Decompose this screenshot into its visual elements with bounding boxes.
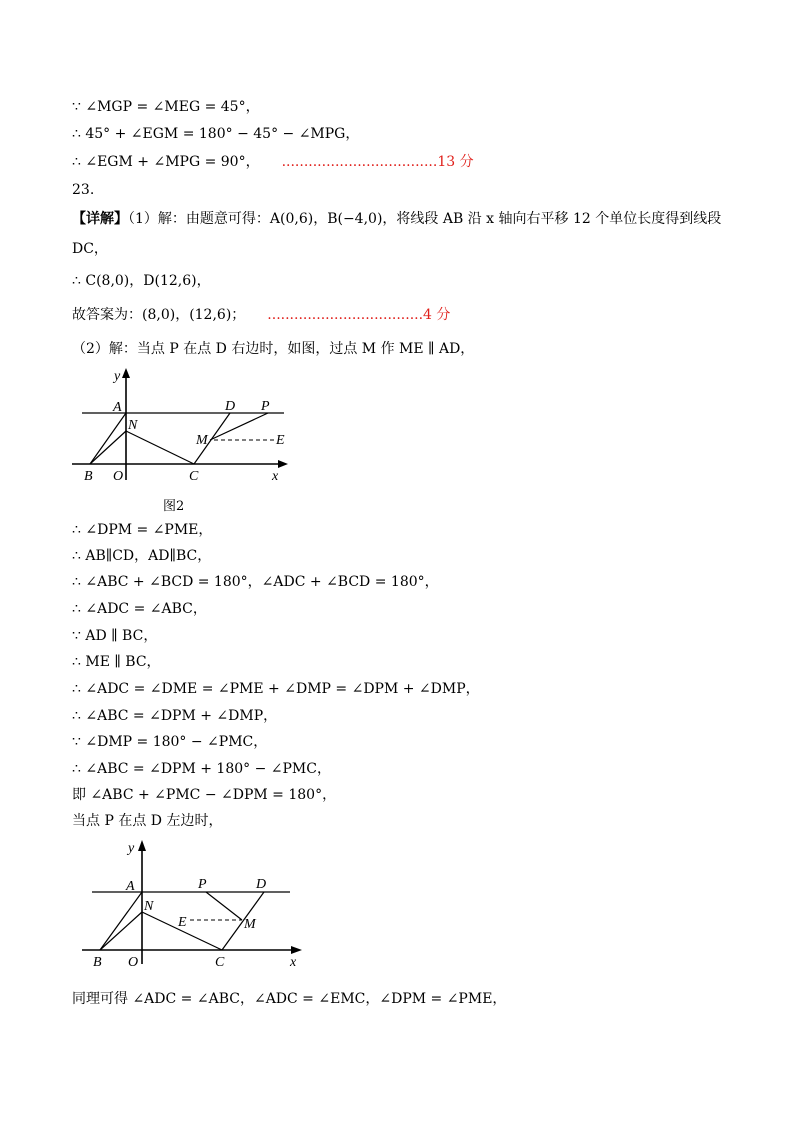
line-text: ∵ ∠DMP = 180° − ∠PMC， (72, 734, 268, 750)
solution-line (72, 547, 211, 565)
fig2-label-E: E (178, 915, 187, 930)
solution-line (72, 521, 212, 539)
fig2-label-x: x (290, 955, 297, 970)
solution-line (72, 990, 506, 1008)
line-text: ∴ 45° + ∠EGM = 180° − 45° − ∠MPG， (72, 126, 360, 142)
fig2-label-N: N (144, 899, 154, 914)
line-text: （2）解：当点 P 在点 D 右边时，如图，过点 M 作 ME ∥ AD， (72, 341, 475, 357)
fig1-label-P: P (261, 399, 270, 414)
fig1-label-N: N (128, 418, 138, 433)
fig2-label-P: P (198, 877, 207, 892)
solution-line (72, 340, 474, 358)
fig2-label-B: B (93, 955, 102, 970)
line-text: ∴ ∠ADC = ∠DME = ∠PME + ∠DMP = ∠DPM + ∠DMP， (72, 681, 480, 697)
line-text: ∴ ∠DPM = ∠PME， (72, 522, 213, 538)
line-text: 故答案为：(8,0)，(12,6)； (72, 307, 246, 323)
line-text: （1）解：由题意可得：A(0,6)，B(−4,0)，将线段 AB 沿 x 轴向右平移 12 个单位长度得到线段 (128, 211, 722, 227)
figure-1-diagram (68, 368, 298, 488)
line-text: ∴ ∠ABC = ∠DPM + ∠DMP， (72, 708, 278, 724)
fig2-label-O: O (128, 955, 139, 970)
solution-line (72, 240, 108, 258)
solution-line (72, 573, 439, 591)
solution-line (72, 680, 480, 698)
solution-line (72, 98, 260, 116)
line-text: ∴ ∠EGM + ∠MPG = 90°， (72, 154, 260, 170)
line-text: ∴ AB∥CD，AD∥BC， (72, 548, 212, 564)
fig1-label-E: E (276, 433, 285, 448)
fig1-label-y: y (114, 369, 121, 384)
line-text: 同理可得 ∠ADC = ∠ABC，∠ADC = ∠EMC，∠DPM = ∠PME， (72, 991, 507, 1007)
line-text: ∴ ME ∥ BC， (72, 654, 161, 670)
fig2-label-D: D (256, 877, 267, 892)
solution-line (72, 812, 222, 830)
solution-line (72, 153, 474, 171)
line-text: DC， (72, 241, 108, 257)
line-text: ∴ ∠ABC = ∠DPM + 180° − ∠PMC， (72, 761, 331, 777)
line-text: ∴ C(8,0)，D(12,6)， (72, 273, 211, 289)
solution-line (72, 181, 94, 199)
line-text: 当点 P 在点 D 左边时， (72, 813, 223, 829)
fig2-label-A: A (126, 879, 135, 894)
solution-line (72, 627, 157, 645)
solution-line (72, 760, 331, 778)
line-text: 23. (72, 182, 95, 198)
solution-line (72, 653, 161, 671)
solution-line (72, 125, 359, 143)
fig1-label-M: M (196, 433, 208, 448)
fig1-label-O: O (113, 469, 124, 484)
fig2-label-M: M (244, 917, 256, 932)
line-text: 即 ∠ABC + ∠PMC − ∠DPM = 180°， (72, 787, 337, 803)
line-text: ∵ AD ∥ BC， (72, 628, 158, 644)
fig1-label-x: x (272, 469, 279, 484)
figure-2-diagram (78, 840, 318, 970)
fig1-label-B: B (84, 469, 93, 484)
figure-1-caption: 图2 (163, 499, 185, 514)
solution-line (72, 733, 267, 751)
fig2-label-C: C (215, 955, 225, 970)
detail-heading: 【详解】 (72, 211, 128, 227)
line-text: ∵ ∠MGP = ∠MEG = 45°， (72, 99, 260, 115)
fig1-label-C: C (189, 469, 199, 484)
solution-line (72, 707, 277, 725)
line-text: ∴ ∠ADC = ∠ABC， (72, 601, 207, 617)
solution-line (72, 210, 721, 228)
fig2-label-y: y (128, 841, 135, 856)
line-text: ∴ ∠ABC + ∠BCD = 180°，∠ADC + ∠BCD = 180°， (72, 574, 439, 590)
fig1-label-A: A (113, 400, 122, 415)
solution-line (72, 600, 207, 618)
score-marker: ...................................4 分 (267, 307, 451, 323)
solution-line (72, 306, 450, 324)
solution-line (72, 272, 211, 290)
score-marker: ...................................13 分 (281, 154, 474, 170)
fig1-label-D: D (225, 399, 236, 414)
solution-line (72, 786, 336, 804)
